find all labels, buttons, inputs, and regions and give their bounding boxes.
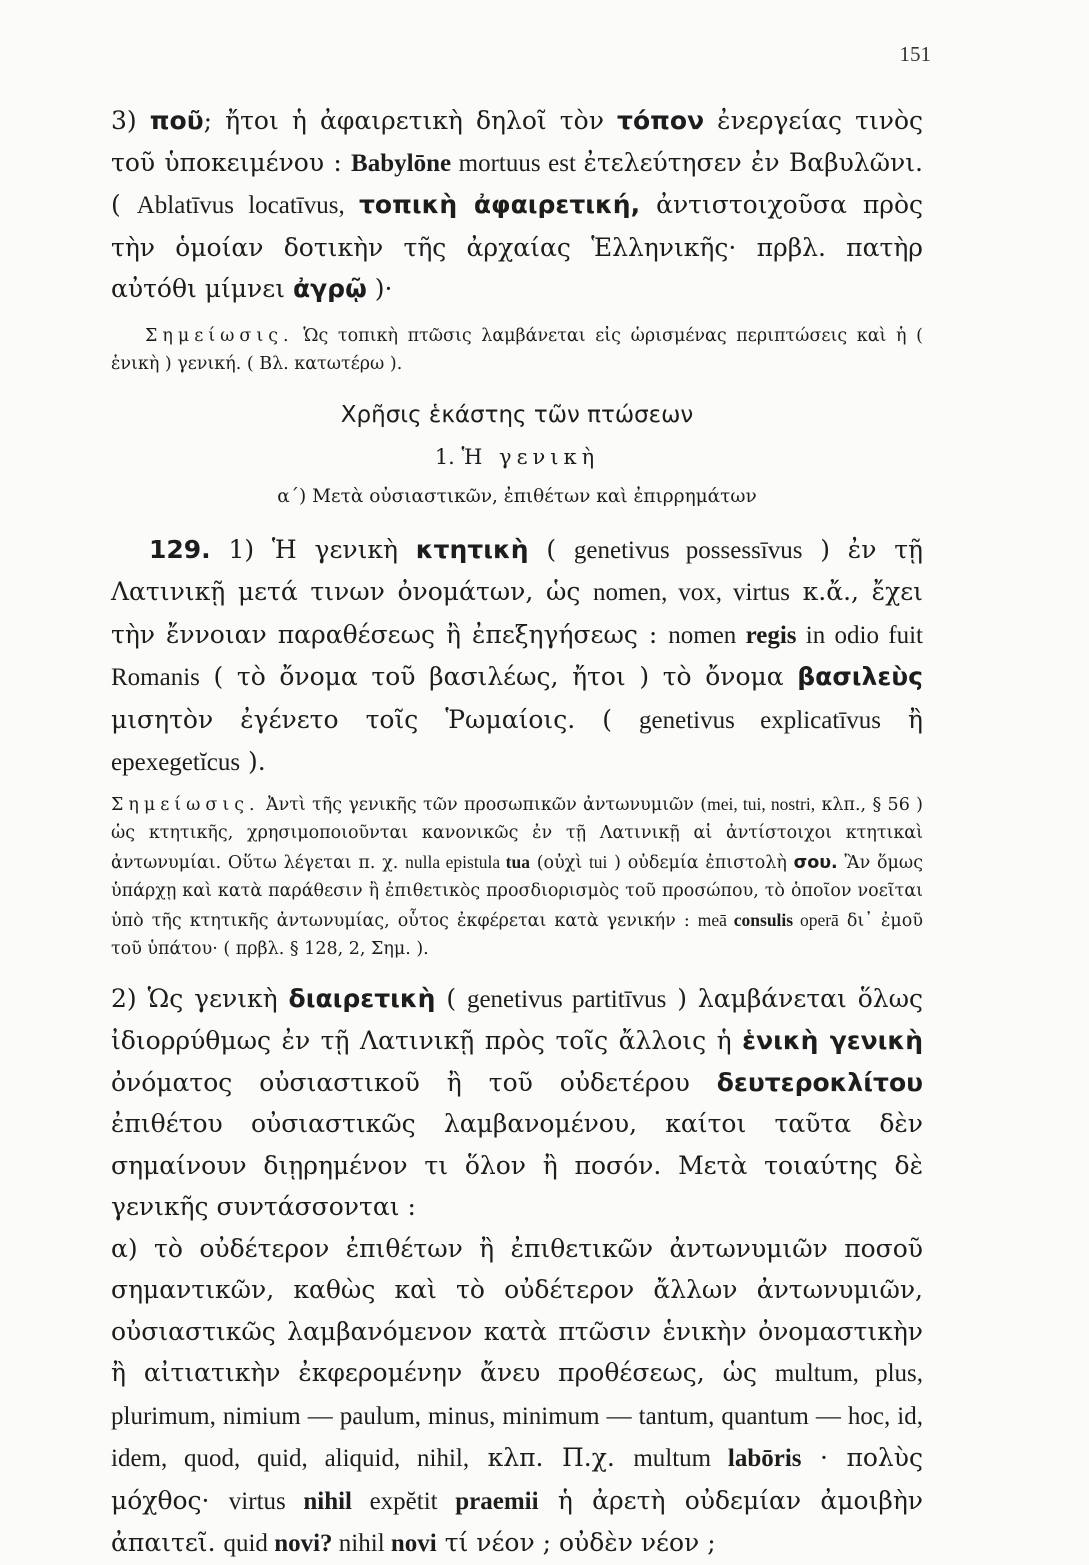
note-label: Σημείωσις. <box>111 794 260 815</box>
note-1: Σημείωσις. Ὡς τοπικὴ πτῶσις λαμβάνεται εἰς ὡρισμένας περιπτώσεις καὶ ἡ ( ἑνικὴ ) γενική. ( Βλ. κατωτέρω ). <box>111 325 923 374</box>
bold-term: βασιλεὺς <box>797 662 923 691</box>
latin-term: Ablatīvus locatīvus, <box>136 192 359 219</box>
paragraph-129: 129. 1) Ἡ γενικὴ κτητικὴ ( genetivus possessīvus ) ἐν τῇ Λατινικῇ μετά τινων ὀνομάτων, ὡς nomen, vox, virtus κ.ἄ., ἔχει τὴν ἔννοιαν παραθέσεως ἢ ἐπεξηγήσεως : nomen regis in odio fuit Romanis ( τὸ ὄνομα τοῦ βασιλέως, ἤτοι ) τὸ ὄνομα βασιλεὺς μισητὸν ἐγένετο τοῖς Ῥωμαίοις. ( genetivus explicatīvus ἢ epexegetĭcus ). <box>111 534 924 776</box>
bold-term: διαιρετικὴ <box>288 983 436 1013</box>
latin-example: Babylōne <box>351 149 452 177</box>
text-column <box>111 100 923 1565</box>
paragraph-3-topos: 3) ποῦ; ἤτοι ἡ ἀφαιρετικὴ δηλοῖ τὸν τόπον ἐνεργείας τινὸς τοῦ ὑποκειμένου : Babylōne mortuus est ἐτελεύτησεν ἐν Βαβυλῶνι. ( Ablatīvus locatīvus, τοπικὴ ἀφαιρετική, ἀντιστοιχοῦσα πρὸς τὴν ὁμοίαν δοτικὴν τῆς ἀρχαίας Ἑλληνικῆς· πρβλ. πατὴρ αὐτόθι μίμνει ἀγρῷ )· <box>111 106 924 303</box>
bold-term: τόπον <box>616 106 705 135</box>
paragraph-number: 3) <box>111 106 150 135</box>
note-2: Σημείωσις. Ἀντὶ τῆς γενικῆς τῶν προσωπικῶν ἀντωνυμιῶν (mei, tui, nostri, κλπ., § 56 ) ὡς κτητικῆς, χρησιμοποιοῦνται κανονικῶς ἐν τῇ Λατινικῇ αἱ ἀντίστοιχοι κτητικαὶ ἀντωνυμίαι. Οὕτω λέγεται π. χ. nulla epistula tua (οὐχὶ tui ) οὐδεμία ἐπιστολὴ σου. Ἂν ὅμως ὑπάρχῃ καὶ κατὰ παράθεσιν ἢ ἐπιθετικὸς προσδιορισμὸς τοῦ προσώπου, τὸ ὁποῖον νοεῖται ὑπὸ τῆς κτητικῆς ἀντωνυμίας, οὗτος ἐκφέρεται κατὰ γενικήν : meā consulis operā δι᾽ ἐμοῦ τοῦ ὑπάτου· ( πρβλ. § 128, 2, Σημ. ). <box>111 793 923 959</box>
bold-term: δευτεροκλίτου <box>716 1067 923 1097</box>
bold-term: ποῦ <box>149 106 204 135</box>
bold-term: τοπικὴ ἀφαιρετική, <box>358 190 641 219</box>
page-number: 151 <box>899 42 931 66</box>
paragraph-alpha: α) τὸ οὐδέτερον ἐπιθέτων ἢ ἐπιθετικῶν ἀντωνυμιῶν ποσοῦ σημαντικῶν, καθὼς καὶ τὸ οὐδέτερον ἄλλων ἀντωνυμιῶν, οὐσιαστικῶς λαμβανόμενον κατὰ πτῶσιν ἑνικὴν ὀνομαστικὴν ἢ αἰτιατικὴν ἐκφερομένην ἄνευ προθέσεως, ὡς multum, plus, plurimum, nimium — paulum, minus, minimum — tantum, quantum — hoc, id, idem, quod, quid, aliquid, nihil, κλπ. Π.χ. multum labōris · πολὺς μόχθος· virtus nihil expĕtit praemii ἡ ἀρετὴ οὐδεμίαν ἀμοιβὴν ἀπαιτεῖ. quid novi? nihil novi τί νέον ; οὐδὲν νέον ; <box>111 1233 924 1557</box>
note-label: Σημείωσις. <box>145 325 294 346</box>
section-heading: Χρῆσις ἑκάστης τῶν πτώσεων <box>340 401 694 428</box>
subheading: 1. Ἡ γενικὴ <box>434 444 600 469</box>
subsubheading: α΄) Μετὰ οὐσιαστικῶν, ἐπιθέτων καὶ ἐπιρρημάτων <box>277 485 757 507</box>
bold-term: ἀγρῷ <box>292 274 367 303</box>
bold-term: ἑνικὴ γενικὴ <box>742 1026 923 1055</box>
section-number: 129. <box>149 534 211 564</box>
paragraph-2-partitive: 2) Ὡς γενικὴ διαιρετικὴ ( genetivus partitīvus ) λαμβάνεται ὅλως ἰδιορρύθμως ἐν τῇ Λατινικῇ πρὸς τοῖς ἄλλοις ἡ ἑνικὴ γενικὴ ὀνόματος οὐσιαστικοῦ ἢ τοῦ οὐδετέρου δευτεροκλίτου ἐπιθέτου οὐσιαστικῶς λαμβανομένου, καίτοι ταῦτα δὲν σημαίνουν διῃρημένον τι ὅλον ἢ ποσόν. Μετὰ τοιαύτης δὲ γενικῆς συντάσσονται : <box>111 983 923 1221</box>
bold-term: κτητικὴ <box>415 534 529 564</box>
paragraph-number: 2) <box>111 983 137 1013</box>
